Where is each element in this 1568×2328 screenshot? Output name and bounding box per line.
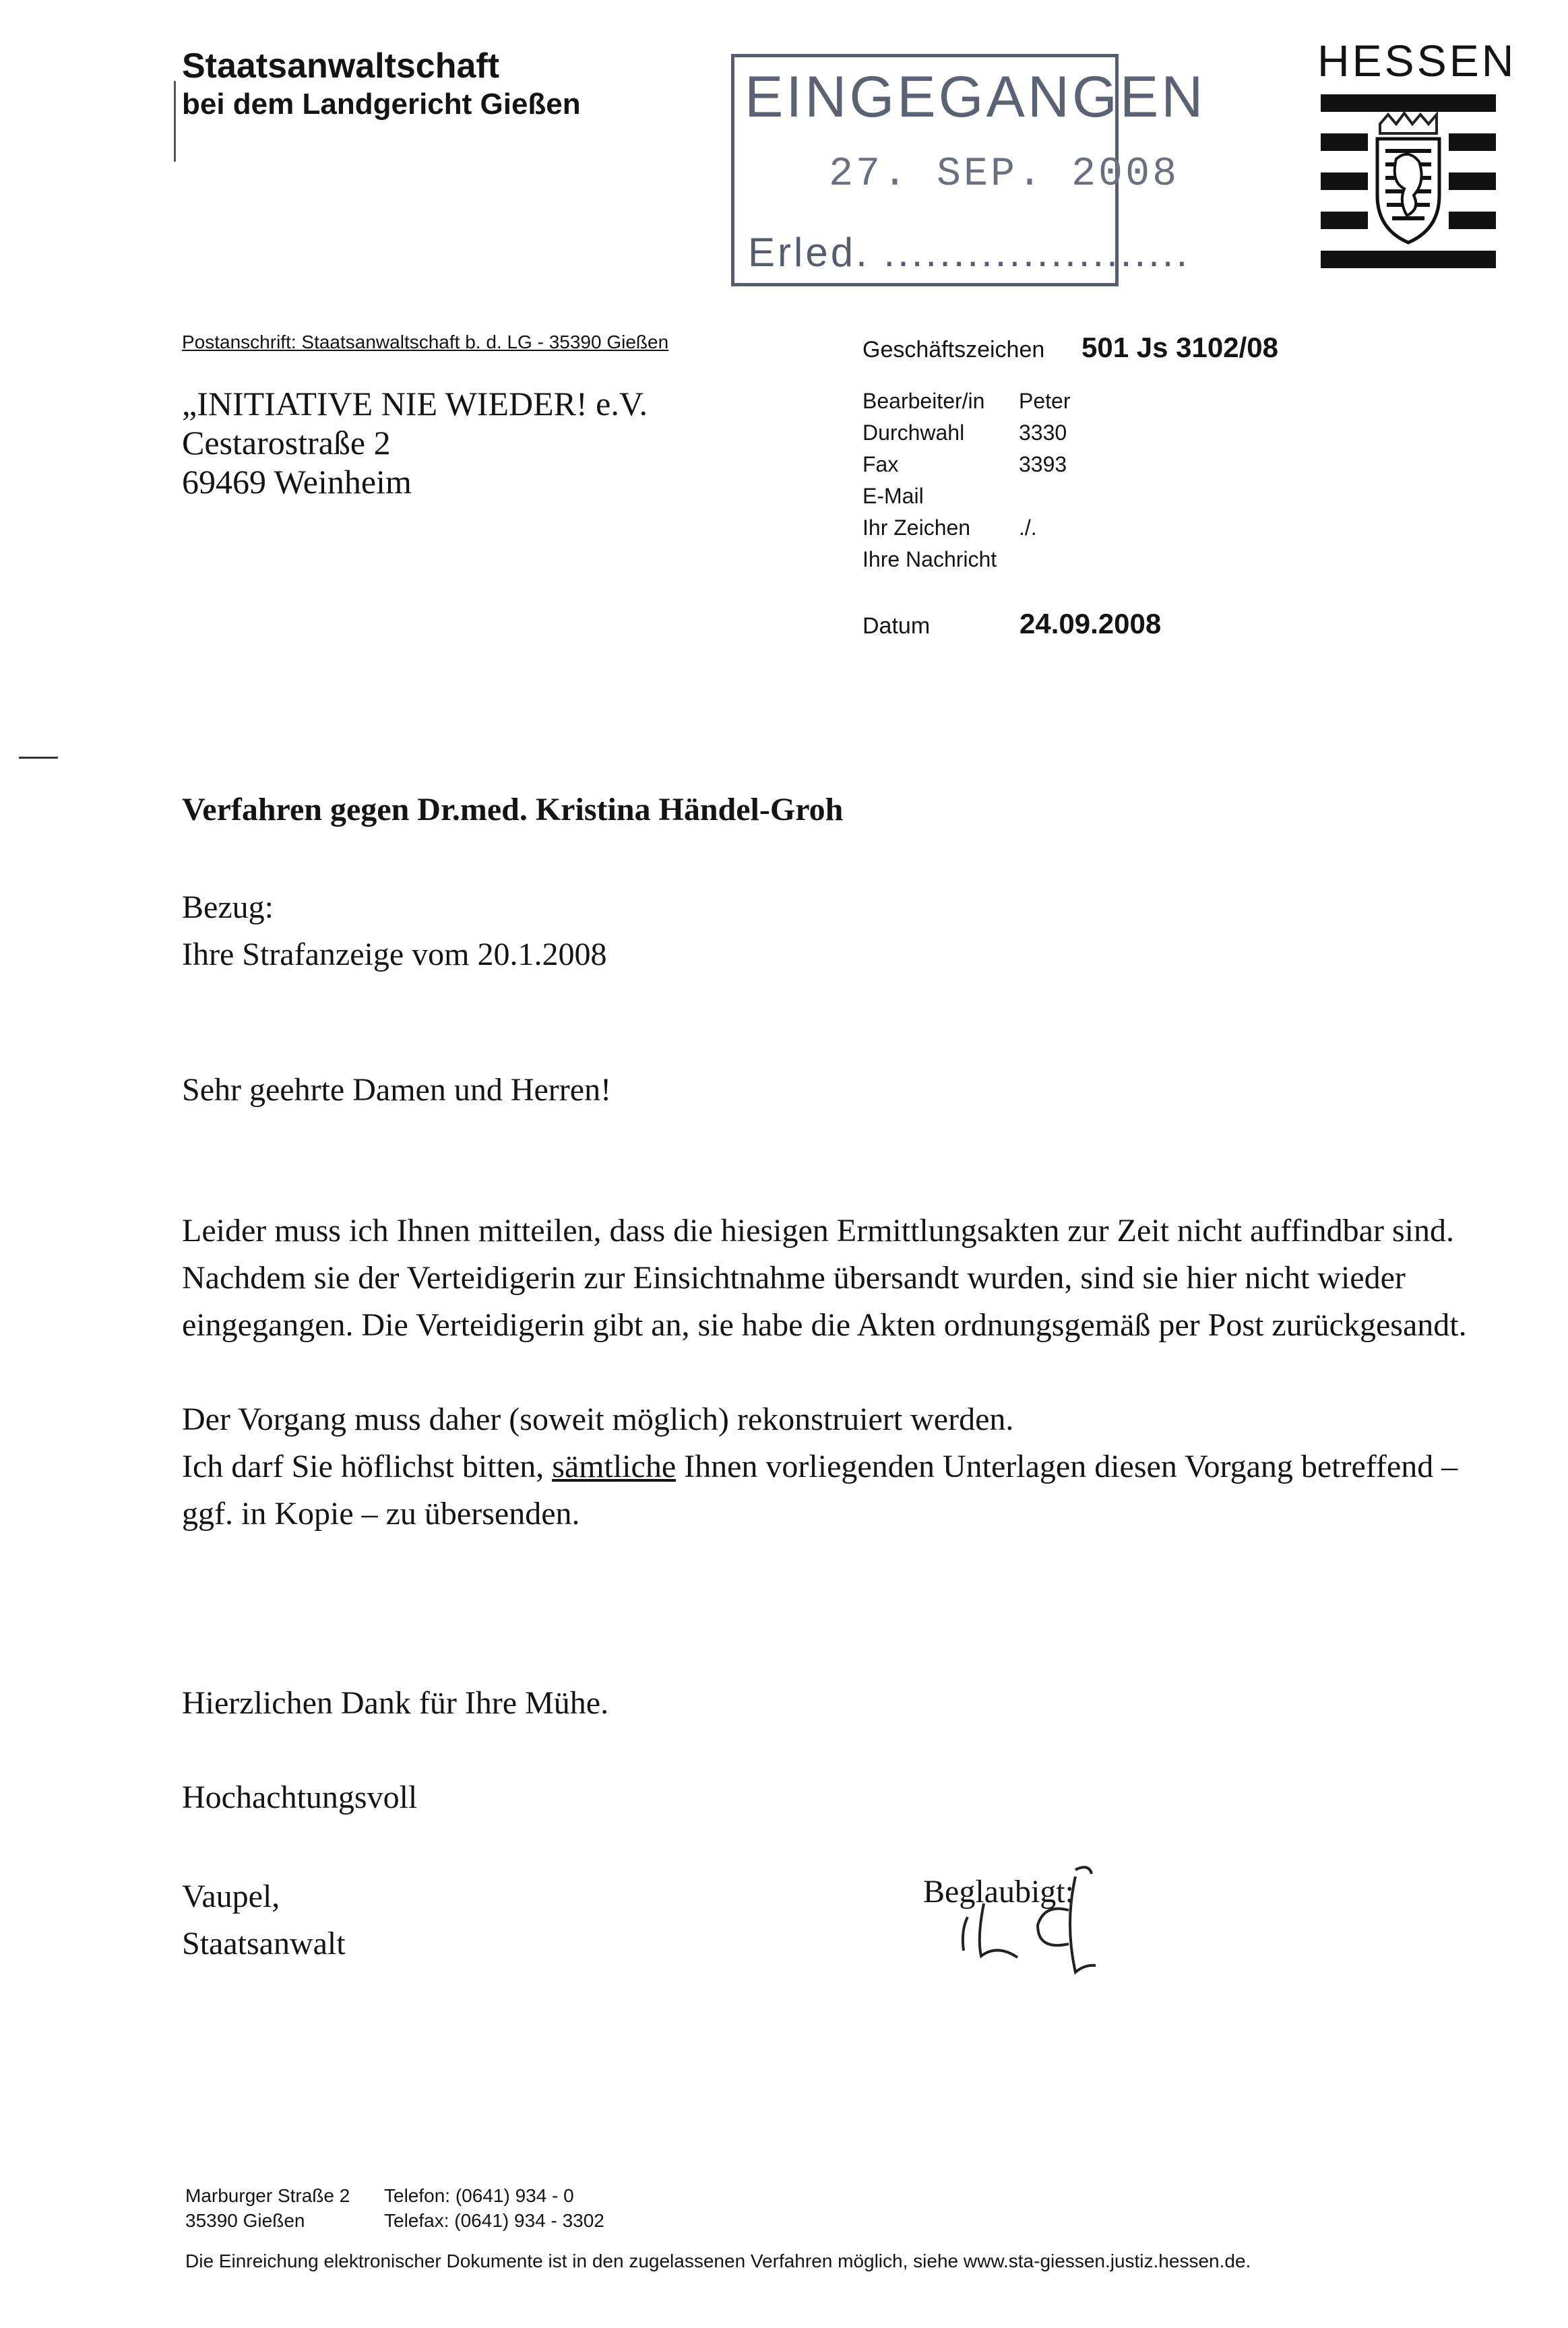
closing-thanks: Hierzlichen Dank für Ihre Mühe. [182, 1685, 609, 1721]
fold-mark [19, 757, 58, 759]
footer-note: Die Einreichung elektronischer Dokumente ist in den zugelassenen Verfahren möglich, siehe www.sta-giessen.justiz.hessen.de. [185, 2251, 1251, 2271]
margin-mark [174, 81, 176, 162]
reference-number: 501 Js 3102/08 [1081, 332, 1278, 363]
signer-name: Vaupel, [182, 1879, 280, 1914]
contact-label: Fax [863, 452, 899, 476]
emphasized-word: sämtliche [552, 1449, 677, 1484]
received-stamp [731, 54, 1206, 286]
contact-label: Ihr Zeichen [863, 515, 971, 540]
body-paragraph: Leider muss ich Ihnen mitteilen, dass die hiesigen Ermittlungsakten zur Zeit nicht auffindbar sind. [182, 1213, 1454, 1249]
salutation: Sehr geehrte Damen und Herren! [182, 1072, 612, 1108]
body-text: Ihnen vorliegenden Unterlagen diesen Vorgang betreffend – ggf. in Kopie – zu übersenden. [182, 1449, 1458, 1532]
subject-line: Verfahren gegen Dr.med. Kristina Händel-Groh [182, 792, 844, 827]
body-text: Ich darf Sie höflichst bitten, [182, 1449, 553, 1484]
body-paragraph: Der Vorgang muss daher (soweit möglich) rekonstruiert werden. [182, 1402, 1014, 1437]
contact-row [863, 449, 1070, 480]
certified-label: Beglaubigt: [923, 1874, 1074, 1910]
stamp-title: EINGEGANGEN [745, 65, 1206, 129]
footer-contact [384, 2183, 604, 2233]
contact-label: Bearbeiter/in [863, 389, 985, 413]
signature-icon [937, 1850, 1112, 1984]
bezug-text: Ihre Strafanzeige vom 20.1.2008 [182, 937, 607, 972]
hessen-coat-of-arms-icon [1321, 94, 1496, 270]
recipient-name: „INITIATIVE NIE WIEDER! e.V. [182, 385, 648, 422]
date-label: Datum [863, 613, 931, 639]
authority-name: Staatsanwaltschaft [182, 46, 500, 86]
contact-label: Ihre Nachricht [863, 547, 997, 571]
contact-label: Durchwahl [863, 420, 965, 445]
authority-court: bei dem Landgericht Gießen [182, 88, 581, 121]
date-value: 24.09.2008 [1020, 608, 1162, 639]
letter-body [182, 1207, 1489, 1538]
contact-value: 3393 [1019, 452, 1067, 476]
contact-label: E-Mail [863, 484, 924, 508]
contact-details [863, 385, 1070, 575]
body-paragraph [182, 1443, 1489, 1538]
contact-row [863, 544, 1070, 575]
contact-row [863, 512, 1070, 544]
reference-label: Geschäftszeichen [863, 337, 1045, 363]
reference-block [182, 884, 606, 978]
postal-address-line: Postanschrift: Staatsanwaltschaft b. d. LG - 35390 Gießen [182, 332, 669, 352]
closing-regards: Hochachtungsvoll [182, 1780, 418, 1815]
footer-address [185, 2183, 350, 2233]
contact-row [863, 385, 1070, 417]
bezug-label: Bezug: [182, 889, 274, 925]
body-paragraph: Nachdem sie der Verteidigerin zur Einsichtnahme übersandt wurden, sind sie hier nicht wieder eingegangen. Die Verteidigerin gibt an, sie habe die Akten ordnungsgemäß per Post zurückgesandt. [182, 1260, 1467, 1343]
contact-value: ./. [1019, 515, 1037, 540]
recipient-address [182, 384, 648, 501]
footer-phone: Telefon: (0641) 934 - 0 [384, 2185, 574, 2206]
stamp-erled: Erled. ...................... [748, 230, 1191, 275]
signer-title: Staatsanwalt [182, 1926, 346, 1961]
contact-value: Peter [1019, 389, 1071, 413]
contact-value: 3330 [1019, 420, 1067, 445]
footer-street: Marburger Straße 2 [185, 2185, 350, 2206]
contact-row [863, 480, 1070, 512]
footer-fax: Telefax: (0641) 934 - 3302 [384, 2210, 604, 2231]
recipient-street: Cestarostraße 2 [182, 424, 391, 462]
footer-city: 35390 Gießen [185, 2210, 305, 2231]
state-name: HESSEN [1317, 36, 1517, 86]
recipient-city: 69469 Weinheim [182, 463, 412, 501]
stamp-date: 27. SEP. 2008 [829, 152, 1180, 197]
signer-block [182, 1873, 346, 1968]
contact-row [863, 417, 1070, 449]
